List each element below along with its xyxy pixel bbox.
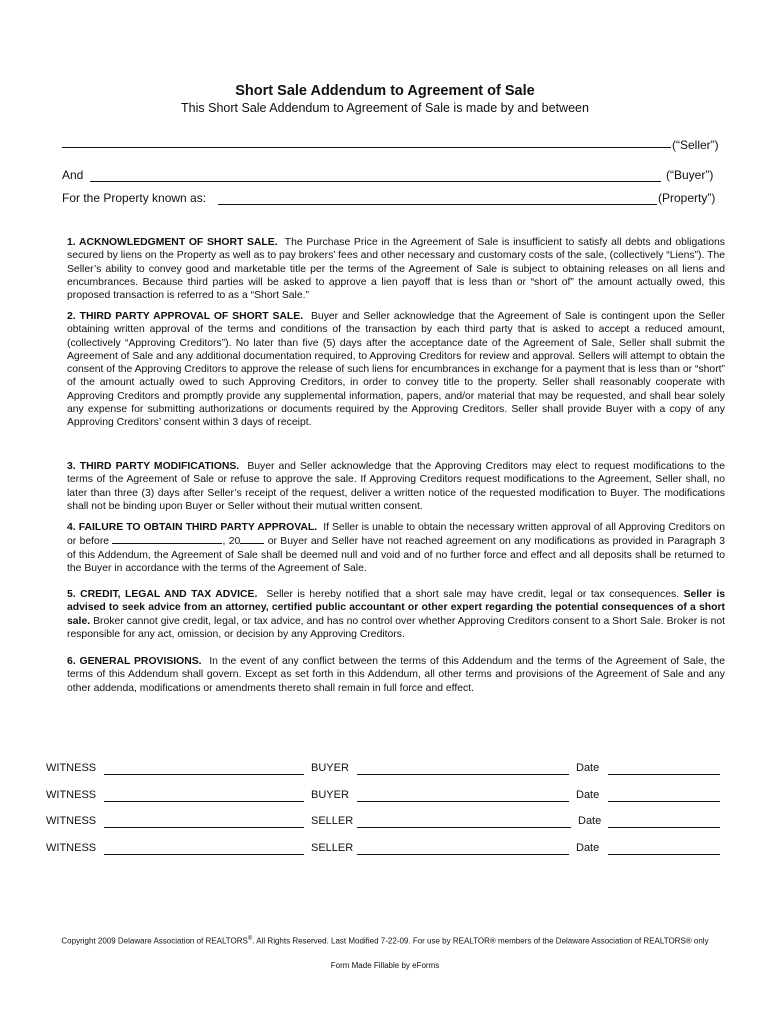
party-signature-field[interactable] [357, 801, 569, 802]
and-label: And [62, 168, 84, 182]
copyright-notice [0, 936, 770, 946]
date-label: Date [576, 762, 600, 774]
section-5-bold: Seller is advised to seek advice from an attorney, certified public accountant or other expert regarding the potential consequences of a short sale. [67, 589, 726, 627]
section-3-heading: 3. THIRD PARTY MODIFICATIONS. [67, 461, 240, 472]
form-credit: Form Made Fillable by eForms [330, 961, 440, 970]
party-label: SELLER [311, 815, 354, 827]
section-2 [67, 310, 725, 430]
copyright-text-a: Copyright 2009 Delaware Association of REALTORS [61, 936, 248, 946]
property-prefix: For the Property known as: [62, 191, 207, 205]
buyer-name-field[interactable] [90, 181, 661, 182]
date-label: Date [576, 842, 600, 854]
section-4 [67, 521, 725, 575]
party-signature-field[interactable] [357, 774, 569, 775]
party-signature-field[interactable] [357, 854, 569, 855]
signature-row [0, 789, 770, 805]
date-field[interactable] [608, 801, 720, 802]
signature-row [0, 762, 770, 778]
party-label: SELLER [311, 842, 354, 854]
section-5-body-a: Seller is hereby notified that a short sale may have credit, legal or tax consequences. [266, 589, 680, 600]
signature-row [0, 815, 770, 831]
copyright-text-b: . All Rights Reserved. Last Modified 7-22-09. For use by REALTOR® members of the Delaware Association of REALTORS® only [252, 936, 709, 946]
witness-signature-field[interactable] [104, 827, 304, 828]
section-6-body: In the event of any conflict between the terms of this Addendum and the terms of the Agreement of Sale, the terms of this Addendum shall govern. Except as set forth in this Addendum, all other terms and provisions of the Agreement of Sale and any other addenda, modifications or amendments thereto shall remain in full force and effect. [67, 656, 725, 694]
deadline-year-field[interactable] [240, 534, 264, 544]
witness-label: WITNESS [46, 815, 97, 827]
witness-signature-field[interactable] [104, 774, 304, 775]
registered-mark: ® [247, 936, 253, 942]
section-5 [67, 588, 725, 641]
witness-signature-field[interactable] [104, 854, 304, 855]
section-1-body: The Purchase Price in the Agreement of Sale is insufficient to satisfy all debts and obligations secured by liens on the Property as well as to pay brokers’ fees and other necessary and customary costs of the sale, (collectively “Liens”). The Seller’s ability to convey good and marketable title per the terms of the Agreement of Sale is subject to obtaining releases on all liens and encumbrances. Because third parties will be asked to approve a lien payoff that is less than or “short of” the amount actually owed, this proposed transaction is referred to as a “Short Sale.” [67, 237, 725, 302]
deadline-date-field[interactable] [112, 534, 222, 544]
section-6-heading: 6. GENERAL PROVISIONS. [67, 656, 202, 667]
seller-label: (“Seller”) [672, 138, 719, 152]
date-field[interactable] [608, 827, 720, 828]
section-5-heading: 5. CREDIT, LEGAL AND TAX ADVICE. [67, 589, 258, 600]
document-subtitle: This Short Sale Addendum to Agreement of Sale is made by and between [181, 101, 589, 115]
section-1-heading: 1. ACKNOWLEDGMENT OF SHORT SALE. [67, 237, 278, 248]
property-label: (Property”) [658, 191, 716, 205]
date-label: Date [576, 789, 600, 801]
section-6 [67, 655, 725, 695]
section-3 [67, 460, 725, 513]
section-1 [67, 236, 725, 302]
property-address-field[interactable] [218, 204, 657, 205]
section-4-heading: 4. FAILURE TO OBTAIN THIRD PARTY APPROVAL. [67, 522, 318, 533]
document-title: Short Sale Addendum to Agreement of Sale [235, 83, 535, 99]
seller-name-field[interactable] [62, 147, 671, 148]
party-label: BUYER [311, 762, 349, 774]
party-label: BUYER [311, 789, 349, 801]
buyer-label: (“Buyer”) [666, 168, 714, 182]
date-field[interactable] [608, 854, 720, 855]
witness-signature-field[interactable] [104, 801, 304, 802]
section-5-body-b: Broker cannot give credit, legal, or tax advice, and has no control over whether Approving Creditors consent to a Short Sale. Broker is not responsible for any act, omission, or decision by any Approving Creditors. [67, 615, 726, 640]
section-4-body-a: If Seller is unable to obtain the necessary written approval of all Approving Creditors on or before [67, 522, 725, 548]
section-2-heading: 2. THIRD PARTY APPROVAL OF SHORT SALE. [67, 311, 304, 322]
section-4-body-b: , 20 [222, 536, 241, 548]
section-4-body-c: or Buyer and Seller have not reached agreement on any modifications as provided in Paragraph 3 of this Addendum, the Agreement of Sale shall be deemed null and void and of no further force and effect and all deposits shall be returned to the Buyer in accordance with the terms of the Agreement of Sale. [67, 536, 725, 574]
date-field[interactable] [608, 774, 720, 775]
date-label: Date [578, 815, 602, 827]
section-3-body: Buyer and Seller acknowledge that the Approving Creditors may elect to request modifications to the terms of the Agreement of Sale or refuse to approve the sale. If Approving Creditors request modifications to the Agreement, Seller shall, no later than three (3) days after Seller’s receipt of the request, deliver a written notice of the requested modification to Buyer. The modifications shall not be binding upon Buyer or Seller without their mutual written consent. [67, 461, 725, 512]
witness-label: WITNESS [46, 789, 97, 801]
party-signature-field[interactable] [357, 827, 571, 828]
signature-row [0, 842, 770, 858]
section-2-body: Buyer and Seller acknowledge that the Agreement of Sale is contingent upon the Seller obtaining written approval of the terms and conditions of the transaction by each third party that is asked to accept a reduced amount, (collectively “Approving Creditors”). No later than five (5) days after the acceptance date of the Agreement of Sale, Seller shall submit the Agreement of Sale and any additional documentation required, to Approving Creditors for review and approval. Sellers will attempt to obtain the consent of the Approving Creditors to approve the release of such liens for encumbrances in exchange for a payment that is less than or “short” of the amount actually owed to such Approving Creditors, in order to convey title to the property. Seller shall reasonably cooperate with Approving Creditors and promptly provide any supplemental information, papers, and/or material that may be requested, and shall bear solely any expense for submitting authorizations or documents required by the Approving Creditors. Seller shall provide Buyer with a copy of any Approving Creditors’ consent within 3 days of receipt. [67, 311, 725, 429]
witness-label: WITNESS [46, 842, 97, 854]
witness-label: WITNESS [46, 762, 97, 774]
